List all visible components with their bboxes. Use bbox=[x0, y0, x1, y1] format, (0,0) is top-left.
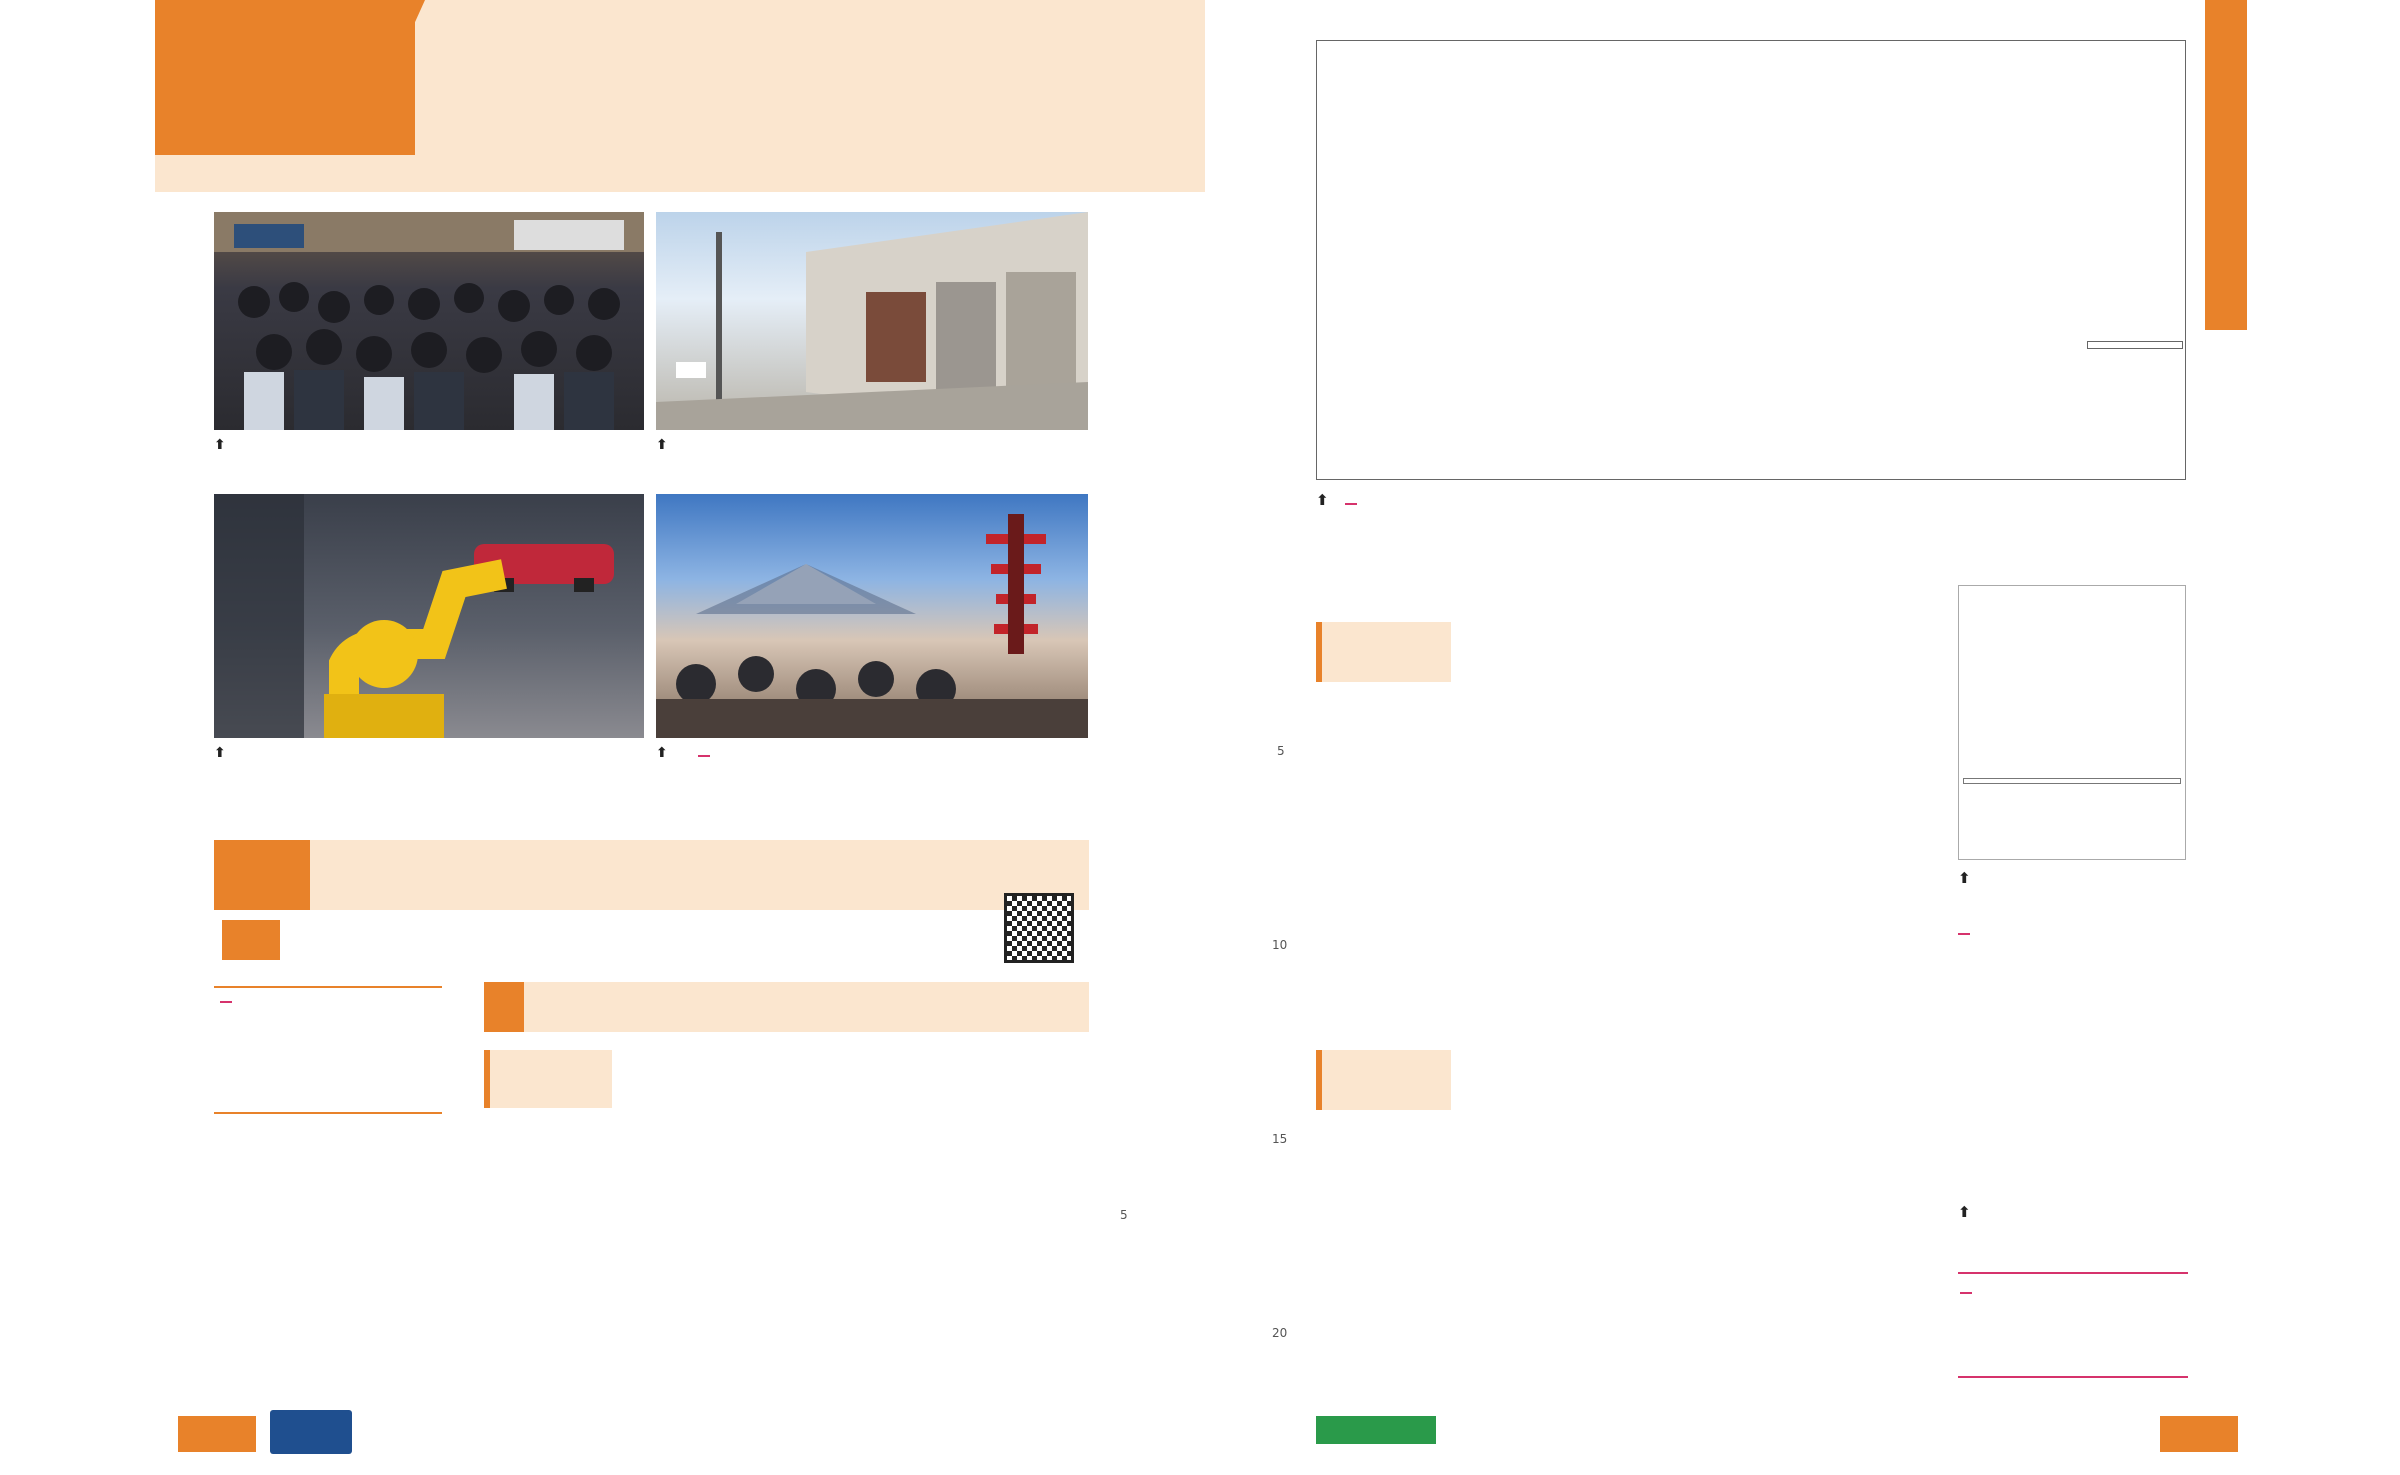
migration-chart-plot bbox=[1959, 586, 2187, 786]
photo-tourists-fuji bbox=[656, 494, 1088, 738]
photo-4-read-badge bbox=[698, 755, 710, 757]
chart7-caption: ⬆ bbox=[1958, 1203, 1971, 1221]
map-legend bbox=[2087, 341, 2183, 349]
photo-industrial-robot bbox=[214, 494, 644, 738]
subsection-side-label bbox=[484, 1050, 612, 1108]
japan-maps bbox=[1317, 41, 2187, 481]
chart6-definitions bbox=[1963, 778, 2181, 784]
section-header bbox=[214, 840, 1089, 910]
line-number-r15: 15 bbox=[1272, 1132, 1288, 1146]
line-number-r5: 5 bbox=[1277, 744, 1285, 758]
capital-chart bbox=[1958, 1040, 2186, 1195]
migration-chart bbox=[1958, 585, 2186, 860]
review-badge[interactable] bbox=[270, 1410, 352, 1454]
photo-2-caption: ⬆ bbox=[656, 437, 668, 453]
line-number-r10: 10 bbox=[1272, 938, 1288, 952]
line-number-r20: 20 bbox=[1272, 1326, 1288, 1340]
photo-1-caption: ⬆ bbox=[214, 437, 226, 453]
future-label bbox=[1316, 622, 1451, 682]
strength-label bbox=[1316, 1050, 1451, 1110]
photo-crowded-station bbox=[214, 212, 644, 430]
chart6-read-badge bbox=[1958, 933, 1970, 935]
photo-4-caption: ⬆ bbox=[656, 742, 1088, 764]
subsection-header bbox=[484, 982, 1089, 1032]
confirm-label bbox=[1960, 1292, 1972, 1294]
section-theme-label bbox=[222, 920, 280, 960]
population-map-figure bbox=[1316, 40, 2186, 480]
map-caption: ⬆ bbox=[1316, 488, 2196, 513]
subsection-number bbox=[484, 982, 524, 1032]
line-number-5: 5 bbox=[1120, 1208, 1128, 1222]
confirm-box bbox=[1958, 1272, 2188, 1378]
section-badge bbox=[214, 840, 310, 910]
page-number-left bbox=[178, 1416, 256, 1452]
study-label bbox=[220, 1001, 232, 1003]
chapter-badge-slant bbox=[355, 0, 425, 155]
chart6-caption: ⬆ bbox=[1958, 869, 1971, 887]
chapter-side-tab bbox=[2205, 0, 2247, 330]
photo-shuttered-street bbox=[656, 212, 1088, 430]
chart6-read bbox=[1958, 918, 2188, 943]
page-number-right bbox=[2160, 1416, 2238, 1452]
map-book-badge[interactable] bbox=[1316, 1416, 1436, 1444]
study-box bbox=[214, 986, 442, 1114]
photo-3-caption: ⬆ bbox=[214, 745, 226, 761]
map-read-badge bbox=[1345, 503, 1357, 505]
capital-chart-plot bbox=[1958, 1040, 2186, 1195]
qr-code[interactable] bbox=[1004, 893, 1074, 963]
